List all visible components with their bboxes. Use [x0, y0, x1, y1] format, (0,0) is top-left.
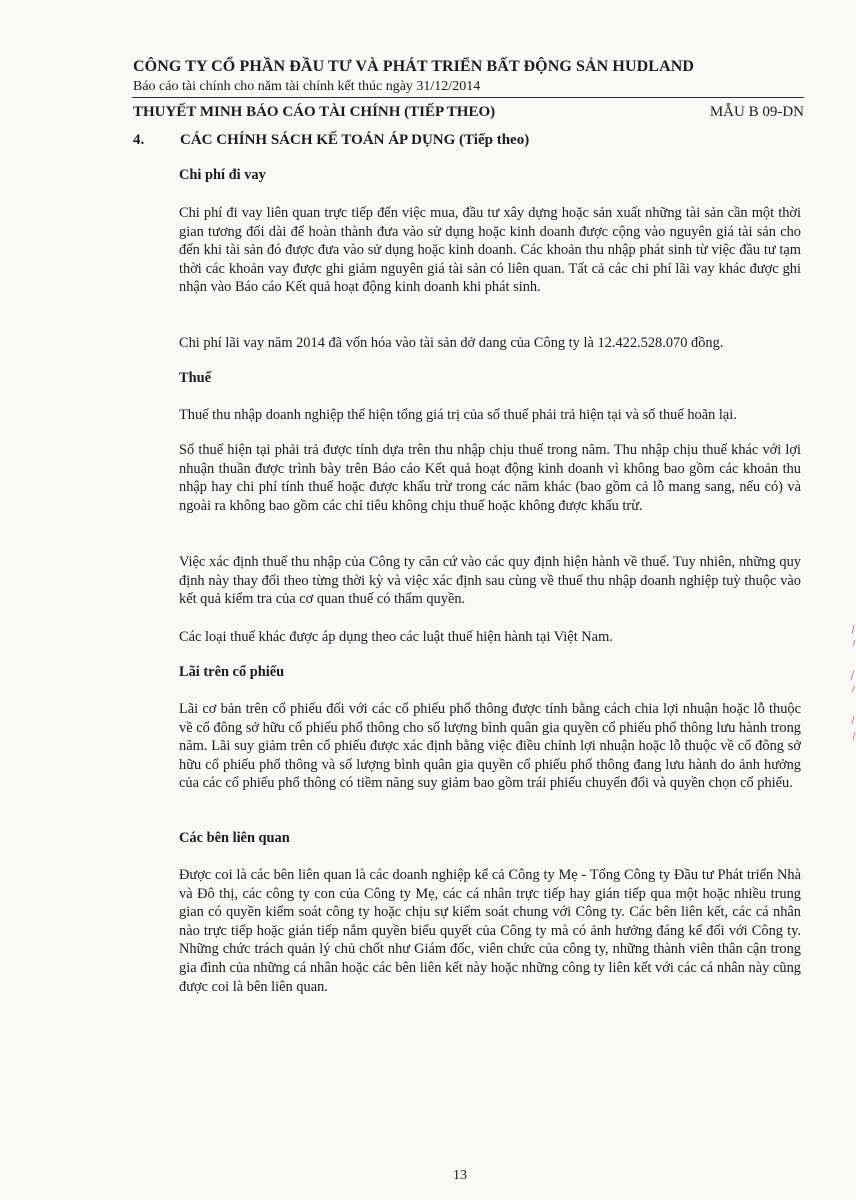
tax-paragraph-3: Việc xác định thuế thu nhập của Công ty căn cứ vào các quy định hiện hành về thuế. Tuy nhiên, những quy định này thay đổi theo từng thời kỳ và việc xác định sau cùng về thuế thu nhập doanh nghiệp tuỳ thuộc vào kết quả kiểm tra của cơ quan thuế có thẩm quyền. [179, 554, 801, 608]
eps-heading: Lãi trên cổ phiếu [179, 664, 285, 680]
company-name: CÔNG TY CỔ PHẦN ĐẦU TƯ VÀ PHÁT TRIỂN BẤT ĐỘNG SẢN HUDLAND [133, 58, 695, 75]
related-parties-heading: Các bên liên quan [179, 830, 290, 846]
borrowing-costs-paragraph-1: Chi phí đi vay liên quan trực tiếp đến việc mua, đầu tư xây dựng hoặc sản xuất những tài sản cần một thời gian tương đối dài để hoàn thành đưa vào sử dụng hoặc kinh doanh được cộng vào nguyên giá tài sản cho đến khi tài sản đó được đưa vào sử dụng hoặc kinh doanh. Các khoản thu nhập phát sinh từ việc đầu tư tạm thời các khoản vay được ghi giảm nguyên giá tài sản có liên quan. Tất cả các chi phí lãi vay khác được ghi nhận vào Báo cáo Kết quả hoạt động kinh doanh khi phát sinh. [179, 205, 801, 296]
section-title: CÁC CHÍNH SÁCH KẾ TOÁN ÁP DỤNG (Tiếp theo) [180, 132, 530, 148]
form-code: MẪU B 09-DN [709, 104, 804, 120]
scan-edge-stamp-mark [846, 620, 856, 750]
notes-title: THUYẾT MINH BÁO CÁO TÀI CHÍNH (TIẾP THEO) [133, 104, 496, 120]
tax-paragraph-2: Số thuế hiện tại phải trả được tính dựa trên thu nhập chịu thuế trong năm. Thu nhập chịu thuế khác với lợi nhuận thuần được trình bày trên Báo cáo Kết quả hoạt động kinh doanh vì không bao gồm các khoản thu nhập hay chi phí tính thuế hoặc được khấu trừ trong các năm khác (bao gồm cả lỗ mang sang, nếu có) và ngoài ra không bao gồm các chỉ tiêu không chịu thuế hoặc không được khấu trừ. [179, 442, 801, 514]
eps-paragraph-1: Lãi cơ bản trên cổ phiếu đối với các cổ phiếu phổ thông được tính bằng cách chia lợi nhuận hoặc lỗ thuộc về cổ đông sở hữu cổ phiếu phổ thông cho số lượng bình quân gia quyền cổ phiếu phổ thông lưu hành trong năm. Lãi suy giảm trên cổ phiếu được xác định bằng việc điều chỉnh lợi nhuận hoặc lỗ thuộc về cổ đông sở hữu cổ phiếu phổ thông và số lượng bình quân gia quyền cổ phiếu phổ thông đang lưu hành do ảnh hưởng của các cổ phiếu phổ thông có tiềm năng suy giảm bao gồm trái phiếu chuyển đổi và quyền chọn cổ phiếu. [179, 701, 801, 792]
borrowing-costs-paragraph-2: Chi phí lãi vay năm 2014 đã vốn hóa vào tài sản dở dang của Công ty là 12.422.528.070 đồng. [179, 335, 724, 351]
tax-paragraph-1: Thuế thu nhập doanh nghiệp thể hiện tổng giá trị của số thuế phải trả hiện tại và số thuế hoãn lại. [179, 407, 737, 423]
borrowing-costs-heading: Chi phí đi vay [179, 167, 266, 183]
report-period: Báo cáo tài chính cho năm tài chính kết thúc ngày 31/12/2014 [133, 79, 481, 94]
related-parties-paragraph-1: Được coi là các bên liên quan là các doanh nghiệp kể cả Công ty Mẹ - Tổng Công ty Đầu tư Phát triển Nhà và Đô thị, các công ty con của Công ty Mẹ, các cá nhân trực tiếp hay gián tiếp qua một hoặc nhiều trung gian có quyền kiểm soát công ty hoặc chịu sự kiểm soát chung với Công ty. Các bên liên kết, các cá nhân nào trực tiếp hoặc gián tiếp nắm quyền biểu quyết của Công ty mà có ảnh hưởng đáng kể đối với Công ty. Những chức trách quản lý chủ chốt như Giám đốc, viên chức của công ty, những thành viên thân cận trong gia đình của những cá nhân hoặc các bên liên kết này hoặc những công ty liên kết với các cá nhân này cũng được coi là bên liên quan. [179, 867, 801, 995]
tax-heading: Thuế [179, 370, 211, 386]
page-number: 13 [453, 1168, 467, 1183]
header-divider [132, 97, 804, 98]
tax-paragraph-4: Các loại thuế khác được áp dụng theo các luật thuế hiện hành tại Việt Nam. [179, 629, 613, 645]
section-number: 4. [133, 132, 145, 148]
